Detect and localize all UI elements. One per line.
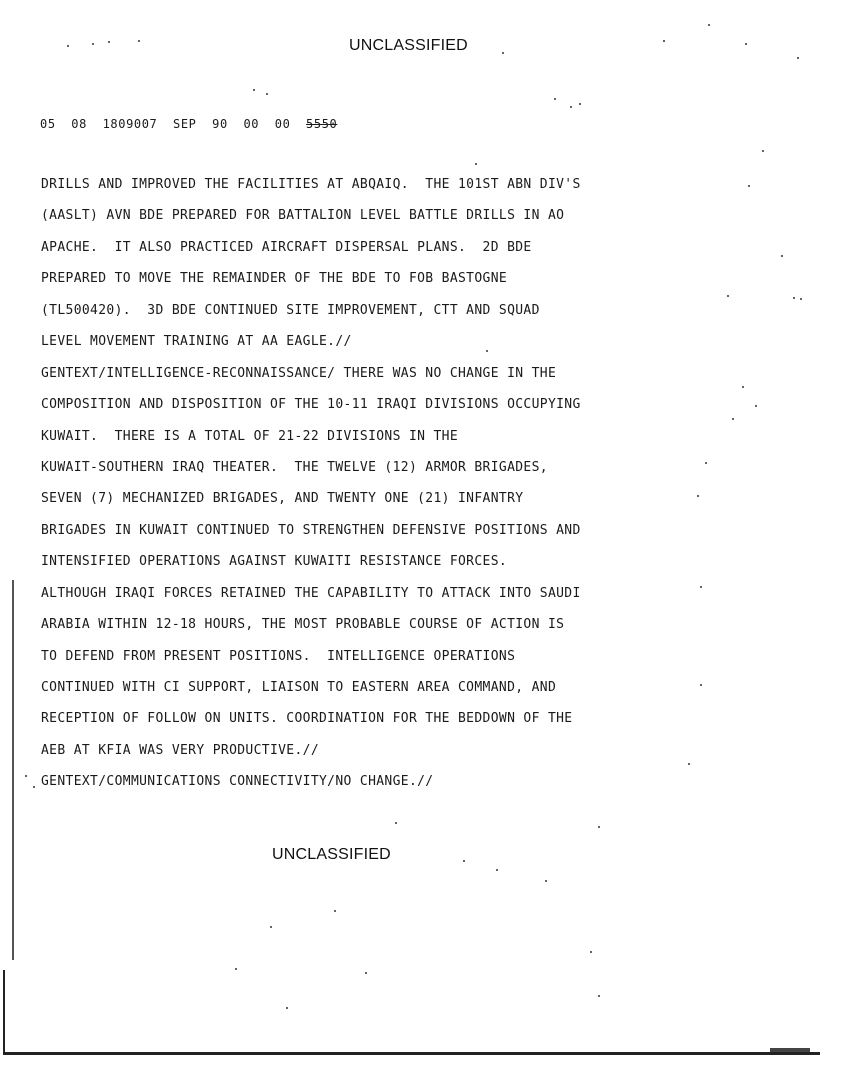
classification-footer: UNCLASSIFIED [272, 846, 391, 863]
body-line: (TL500420). 3D BDE CONTINUED SITE IMPROVEMENT, CTT AND SQUAD [41, 302, 540, 318]
message-header-fields: 05 08 1809007 SEP 90 00 00 [40, 117, 307, 131]
body-line: PREPARED TO MOVE THE REMAINDER OF THE BDE TO FOB BASTOGNE [41, 271, 508, 287]
message-header-line [40, 117, 337, 131]
scan-edge-mark [3, 970, 5, 1055]
body-line: DRILLS AND IMPROVED THE FACILITIES AT ABQAIQ. THE 101ST ABN DIV'S [41, 177, 581, 192]
message-body [41, 177, 681, 806]
body-line: INTENSIFIED OPERATIONS AGAINST KUWAITI RESISTANCE FORCES. [41, 554, 508, 570]
struck-serial: 5550 [306, 117, 338, 131]
body-line: KUWAIT-SOUTHERN IRAQ THEATER. THE TWELVE (12) ARMOR BRIGADES, [41, 459, 548, 475]
body-line: ARABIA WITHIN 12-18 HOURS, THE MOST PROBABLE COURSE OF ACTION IS [41, 617, 565, 633]
body-line: SEVEN (7) MECHANIZED BRIGADES, AND TWENTY ONE (21) INFANTRY [41, 491, 524, 507]
body-line: ALTHOUGH IRAQI FORCES RETAINED THE CAPABILITY TO ATTACK INTO SAUDI [41, 585, 581, 601]
body-line: (AASLT) AVN BDE PREPARED FOR BATTALION LEVEL BATTLE DRILLS IN AO [41, 208, 565, 224]
body-line: COMPOSITION AND DISPOSITION OF THE 10-11 IRAQI DIVISIONS OCCUPYING [41, 397, 581, 413]
scan-bottom-edge [3, 1052, 820, 1055]
body-line: CONTINUED WITH CI SUPPORT, LIAISON TO EASTERN AREA COMMAND, AND [41, 680, 557, 695]
body-line: BRIGADES IN KUWAIT CONTINUED TO STRENGTHEN DEFENSIVE POSITIONS AND [41, 522, 581, 538]
scan-margin-line [12, 580, 14, 960]
scan-bottom-edge-smudge [770, 1048, 810, 1052]
body-line: APACHE. IT ALSO PRACTICED AIRCRAFT DISPERSAL PLANS. 2D BDE [41, 239, 532, 255]
body-line: GENTEXT/INTELLIGENCE-RECONNAISSANCE/ THERE WAS NO CHANGE IN THE [41, 365, 557, 381]
body-line: GENTEXT/COMMUNICATIONS CONNECTIVITY/NO CHANGE.// [41, 774, 434, 790]
body-line: AEB AT KFIA WAS VERY PRODUCTIVE.// [41, 742, 320, 758]
classification-header: UNCLASSIFIED [349, 37, 468, 54]
body-line: KUWAIT. THERE IS A TOTAL OF 21-22 DIVISIONS IN THE [41, 428, 459, 444]
body-line: LEVEL MOVEMENT TRAINING AT AA EAGLE.// [41, 334, 352, 350]
body-line: RECEPTION OF FOLLOW ON UNITS. COORDINATION FOR THE BEDDOWN OF THE [41, 711, 573, 727]
body-line: TO DEFEND FROM PRESENT POSITIONS. INTELLIGENCE OPERATIONS [41, 648, 516, 664]
